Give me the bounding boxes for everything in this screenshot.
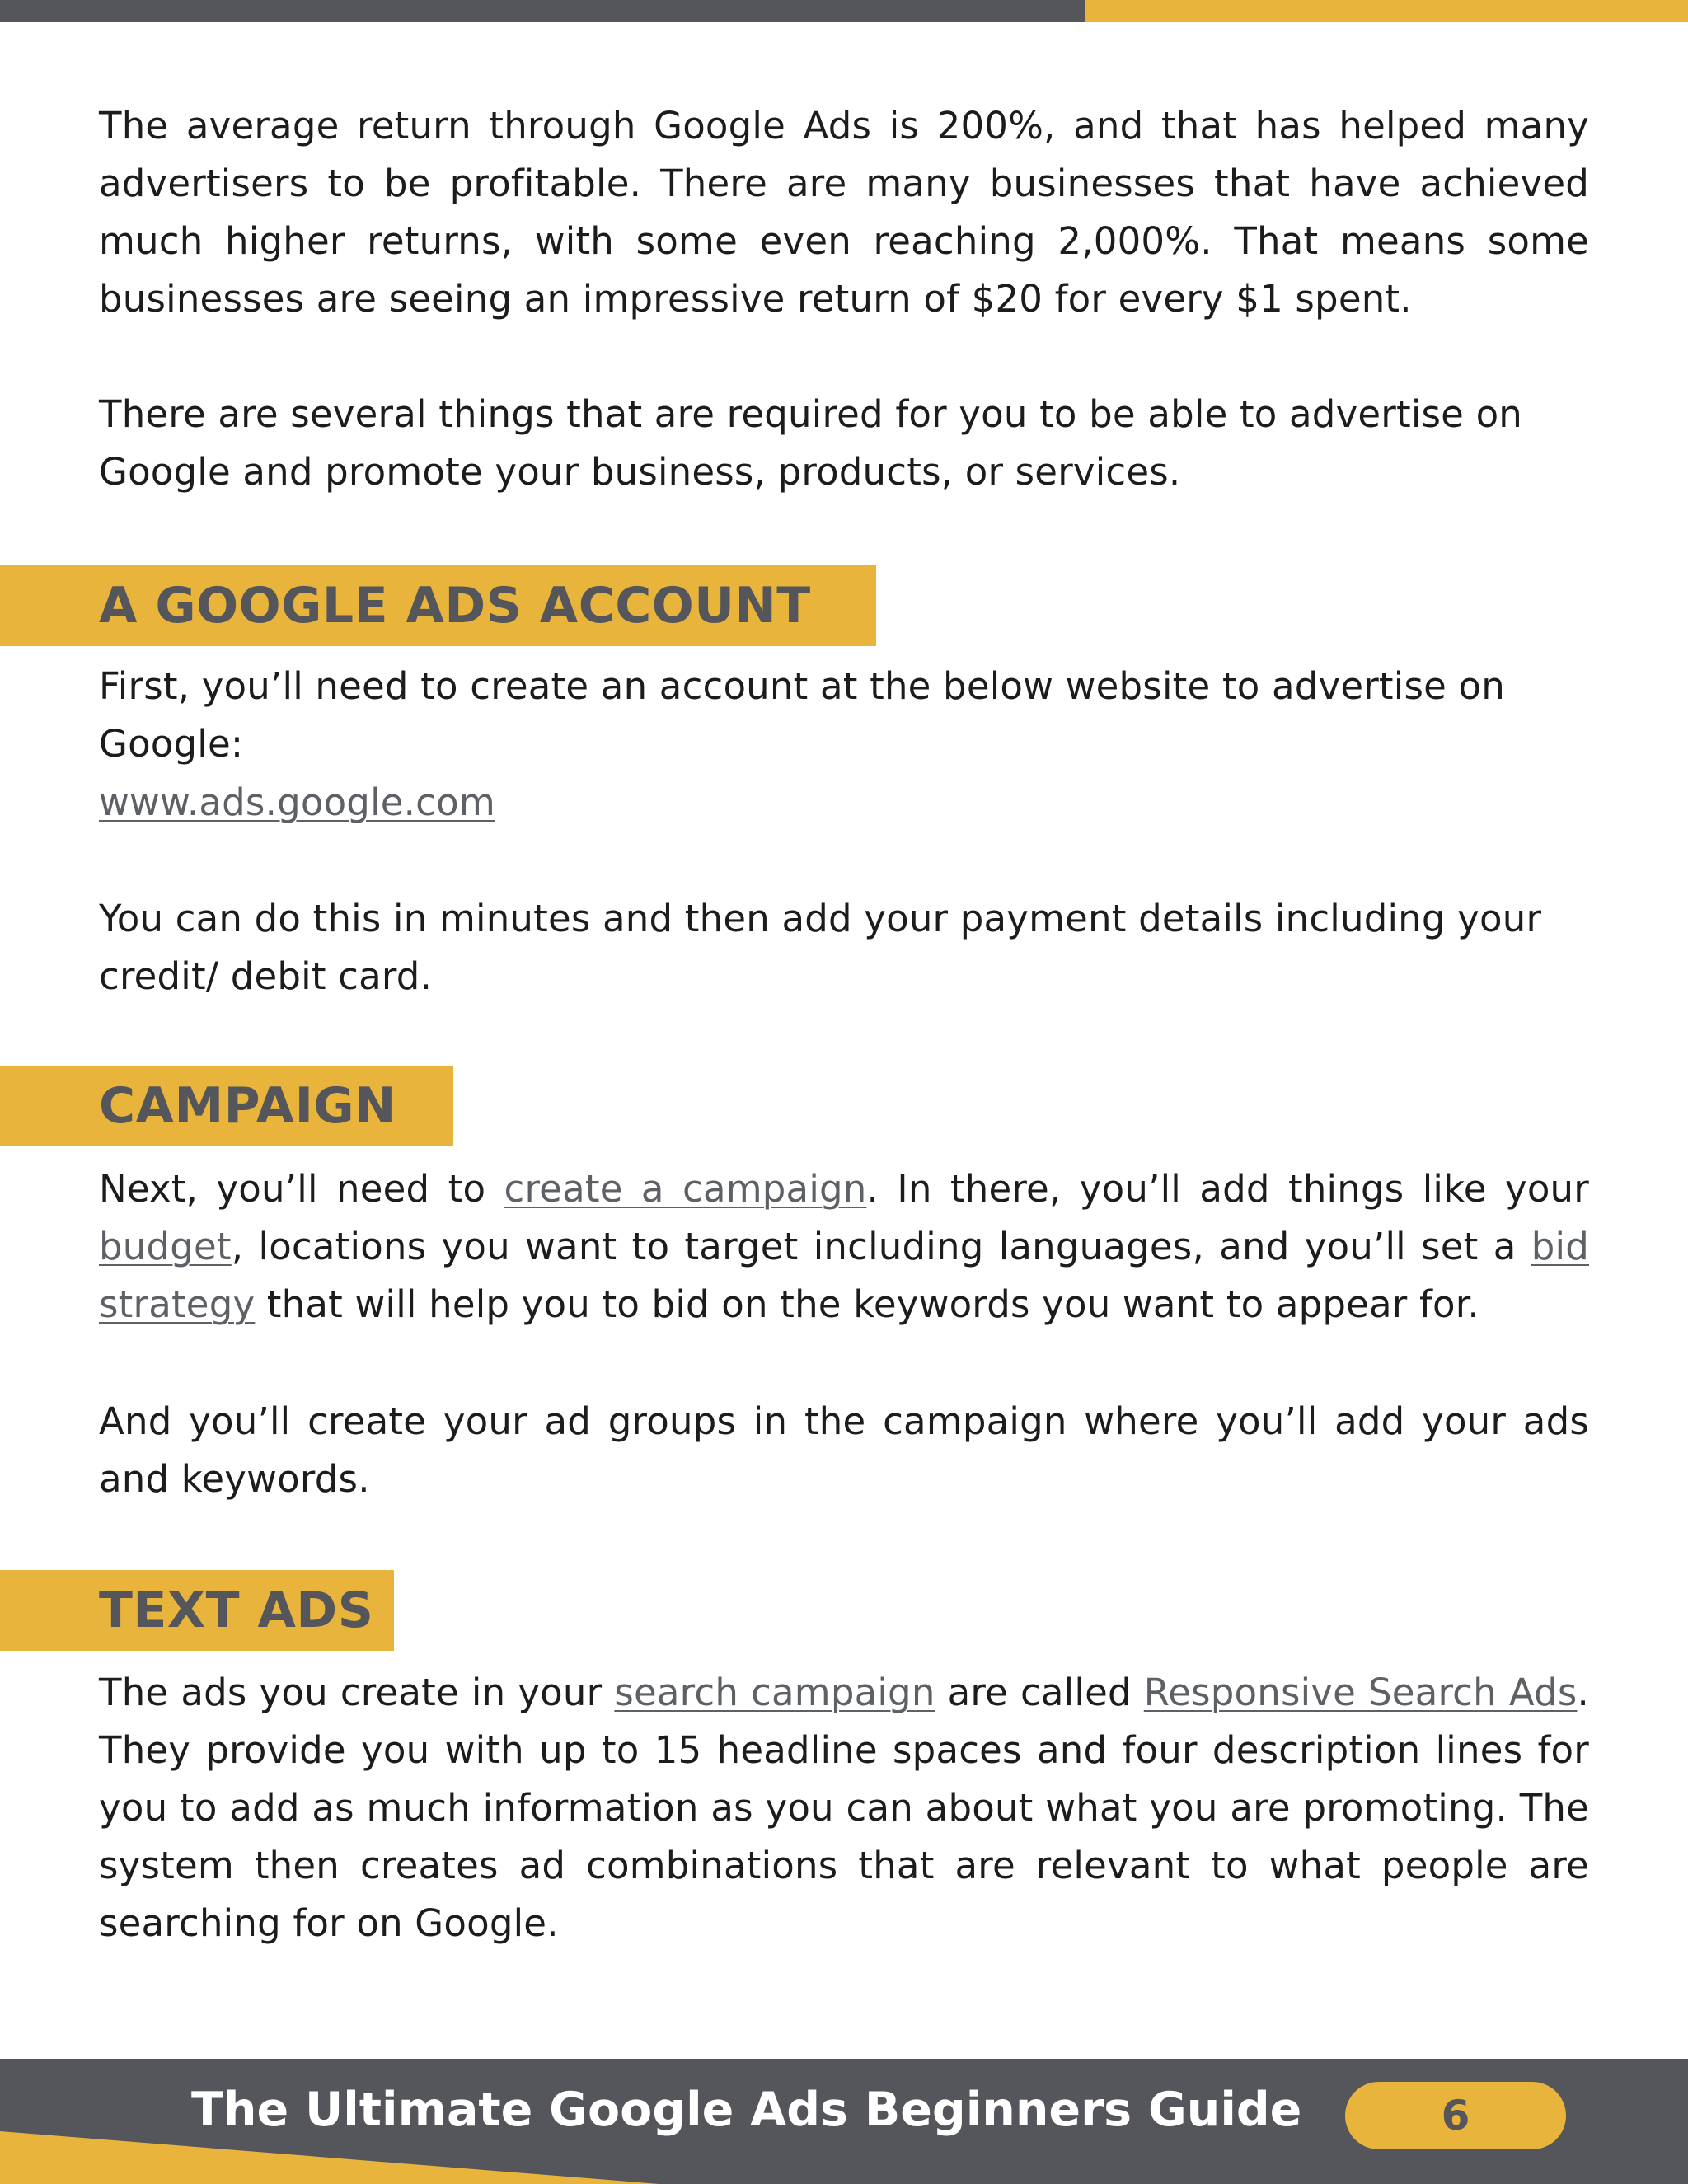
section-heading-campaign-text: CAMPAIGN [99, 1077, 396, 1135]
campaign-paragraph-1 [99, 1160, 1589, 1333]
text-ads-text-a: The ads you create in your [99, 1671, 615, 1714]
intro-paragraph-2: There are several things that are required for you to be able to advertise on Google and promote your business, products, or services. [99, 392, 1523, 494]
section-heading-campaign [0, 1066, 453, 1146]
page-number: 6 [1441, 2092, 1470, 2139]
campaign-text-b: . In there, you’ll add things like your [866, 1167, 1589, 1211]
campaign-paragraph-2: And you’ll create your ad groups in the campaign where you’ll add your ads and keywords. [99, 1399, 1589, 1501]
section-heading-text-ads-text: TEXT ADS [99, 1582, 374, 1639]
campaign-text-c: , locations you want to target including languages, and you’ll set a [231, 1225, 1531, 1268]
intro-paragraph-1: The average return through Google Ads is 200%, and that has helped many advertisers to be profitable. There are many businesses that have achieved much higher returns, with some even reaching 2,000%. That means some businesses are seeing an impressive return of $20 for every $1 spent. [99, 104, 1589, 321]
text-ads-text-c: . They provide you with up to 15 headline spaces and four description lines for you to add as much information as you can about what you are promoting. The system then creates ad combinations that are relevant to what people are searching for on Google. [99, 1671, 1589, 1945]
bid-strategy-link[interactable]: bid strategy [99, 1225, 1589, 1326]
create-campaign-link[interactable]: create a campaign [504, 1167, 867, 1211]
text-ads-text-b: are called [935, 1671, 1144, 1714]
responsive-search-ads-link[interactable]: Responsive Search Ads [1143, 1671, 1578, 1714]
campaign-text-d: that will help you to bid on the keywords you want to appear for. [255, 1282, 1479, 1326]
account-paragraph-2: You can do this in minutes and then add your payment details including your credit/ debit card. [99, 897, 1542, 998]
budget-link[interactable]: budget [99, 1225, 232, 1268]
footer-title: The Ultimate Google Ads Beginners Guide [191, 2083, 1302, 2137]
page-number-badge [1345, 2082, 1566, 2149]
account-paragraph-1: First, you’ll need to create an account at the below website to advertise on Google: [99, 664, 1505, 766]
search-campaign-link[interactable]: search campaign [614, 1671, 935, 1714]
top-bar-accent [1085, 0, 1688, 22]
ads-google-link[interactable]: www.ads.google.com [99, 780, 495, 824]
campaign-text-a: Next, you’ll need to [99, 1167, 504, 1211]
section-heading-account [0, 565, 876, 646]
text-ads-paragraph-1 [99, 1664, 1589, 1952]
account-url-line [99, 774, 1589, 832]
section-heading-account-text: A GOOGLE ADS ACCOUNT [99, 577, 811, 635]
section-heading-text-ads [0, 1570, 394, 1651]
footer-bar [0, 2059, 1688, 2184]
